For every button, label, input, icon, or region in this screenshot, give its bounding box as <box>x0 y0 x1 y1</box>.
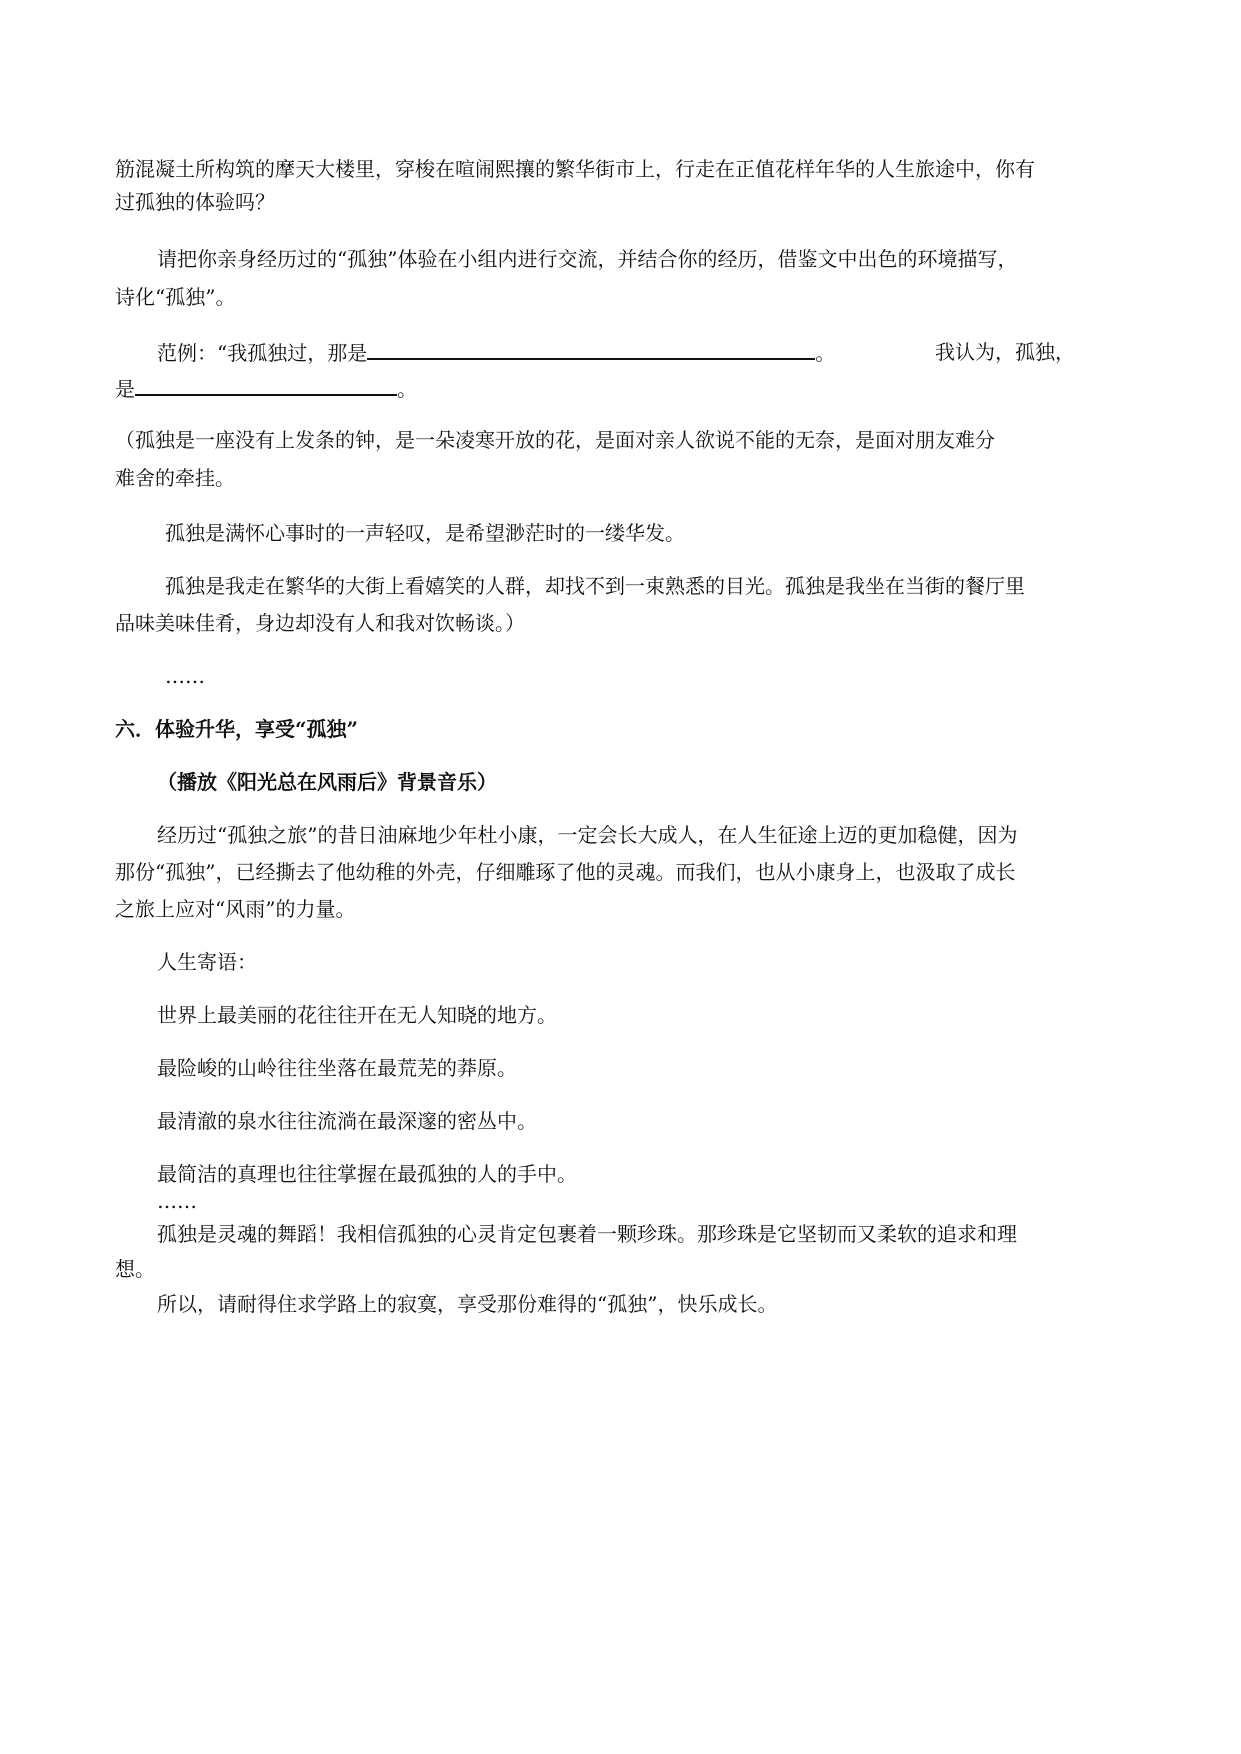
motto-title: 人生寄语： <box>157 950 257 974</box>
samples-ellipsis: …… <box>165 664 205 688</box>
section-6-para-line-2: 那份“孤独”，已经撕去了他幼稚的外壳，仔细雕琢了他的灵魂。而我们，也从小康身上，也汲取了成长 <box>115 860 1016 884</box>
answer-blank-1[interactable] <box>367 338 815 360</box>
example-mid-2: 我认为，孤独， <box>935 340 1075 364</box>
example-line-2-end: 。 <box>397 377 417 401</box>
section-6-heading: 六．体验升华，享受“孤独” <box>115 717 359 741</box>
example-prefix: 范例：“我孤独过，那是 <box>157 341 368 365</box>
example-mid-end: 。 <box>815 341 836 365</box>
sample-3-line-2: 品味美味佳肴，身边却没有人和我对饮畅谈。） <box>115 611 525 635</box>
section-6-para-line-3: 之旅上应对“风雨”的力量。 <box>115 897 356 921</box>
motto-1: 世界上最美丽的花往往开在无人知晓的地方。 <box>157 1003 557 1027</box>
motto-4: 最简洁的真理也往往掌握在最孤独的人的手中。 <box>157 1162 577 1186</box>
motto-2: 最险峻的山岭往往坐落在最荒芜的莽原。 <box>157 1056 517 1080</box>
motto-ellipsis: …… <box>157 1189 197 1213</box>
intro-line-2: 过孤独的体验吗？ <box>115 190 275 214</box>
sample-2: 孤独是满怀心事时的一声轻叹，是希望渺茫时的一缕华发。 <box>165 521 685 545</box>
motto-3: 最清澈的泉水往往流淌在最深邃的密丛中。 <box>157 1109 537 1133</box>
example-line-2 <box>115 374 417 403</box>
section-6-para-line-1: 经历过“孤独之旅”的昔日油麻地少年杜小康，一定会长大成人，在人生征途上迈的更加稳健，因为 <box>157 823 1018 847</box>
task-line-2: 诗化“孤独”。 <box>115 285 236 309</box>
music-note: （播放《阳光总在风雨后》背景音乐） <box>157 770 497 794</box>
task-line-1: 请把你亲身经历过的“孤独”体验在小组内进行交流，并结合你的经历，借鉴文中出色的环境描写， <box>157 247 1018 271</box>
example-line-2-prefix: 是 <box>115 377 135 401</box>
sample-3-line-1: 孤独是我走在繁华的大街上看嬉笑的人群，却找不到一束熟悉的目光。孤独是我坐在当街的餐厅里 <box>165 574 1025 598</box>
example-line-1 <box>157 338 835 367</box>
sample-1-line-1: （孤独是一座没有上发条的钟，是一朵凌寒开放的花，是面对亲人欲说不能的无奈，是面对朋友难分 <box>115 428 995 452</box>
soul-line-2: 想。 <box>115 1257 155 1281</box>
answer-blank-2[interactable] <box>135 374 397 396</box>
intro-line-1: 筋混凝土所构筑的摩天大楼里，穿梭在喧闹熙攘的繁华街市上，行走在正值花样年华的人生旅途中，你有 <box>115 157 1035 181</box>
sample-1-line-2: 难舍的牵挂。 <box>115 466 235 490</box>
soul-line-1: 孤独是灵魂的舞蹈！我相信孤独的心灵肯定包裹着一颗珍珠。那珍珠是它坚韧而又柔软的追求和理 <box>157 1222 1017 1246</box>
closing-line: 所以，请耐得住求学路上的寂寞，享受那份难得的“孤独”，快乐成长。 <box>157 1292 778 1316</box>
